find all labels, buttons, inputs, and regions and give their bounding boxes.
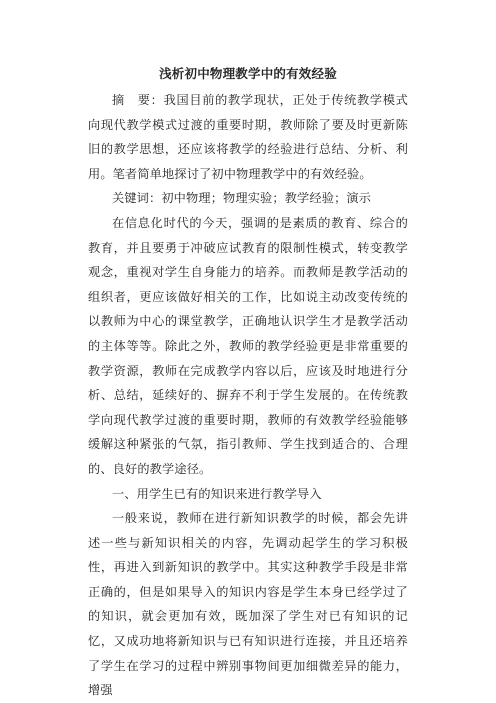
intro-paragraph: 在信息化时代的今天，强调的是素质的教育、综合的教育，并且要勇于冲破应试教育的限制性模式，转变教学观念，重视对学生自身能力的培养。而教师是教学活动的组织者，更应该做好相关的工作，比如说主动改变传统的以教师为中心的课堂教学，正确地认识学生才是教学活动的主体等等。除此之外，教师的教学经验更是非常重要的教学资源，教师在完成教学内容以后，应该及时地进行分析、总结，延续好的、摒弃不利于学生发展的。在传统教学向现代教学过渡的重要时期，教师的有效教学经验能够缓解这种紧张的气氛，指引教师、学生找到适合的、合理的、良好的教学途径。 bbox=[88, 215, 408, 476]
abstract-paragraph: 摘 要：我国目前的教学现状，正处于传统教学模式向现代教学模式过渡的重要时期，教师除了要及时更新陈旧的教学思想，还应该将教学的经验进行总结、分析、利用。笔者简单地探讨了初中物理教学中的有效经验。 bbox=[88, 93, 408, 181]
section-heading-1: 一、用学生已有的知识来进行教学导入 bbox=[112, 486, 322, 501]
section-1-paragraph: 一般来说，教师在进行新知识教学的时候，都会先讲述一些与新知识相关的内容，先调动起学生的学习积极性，再进入到新知识的教学中。其实这种教学手段是非常正确的，但是如果导入的知识内容是学生本身已经学过了的知识，就会更加有效，既加深了学生对已有知识的记忆，又成功地将新知识与已有知识进行连接，并且还培养了学生在学习的过程中辨别事物间更加细微差异的能力，增强 bbox=[88, 511, 408, 698]
paper-title: 浅析初中物理教学中的有效经验 bbox=[159, 66, 337, 81]
keywords-paragraph: 关键词：初中物理；物理实验；教学经验；演示 bbox=[112, 191, 372, 206]
